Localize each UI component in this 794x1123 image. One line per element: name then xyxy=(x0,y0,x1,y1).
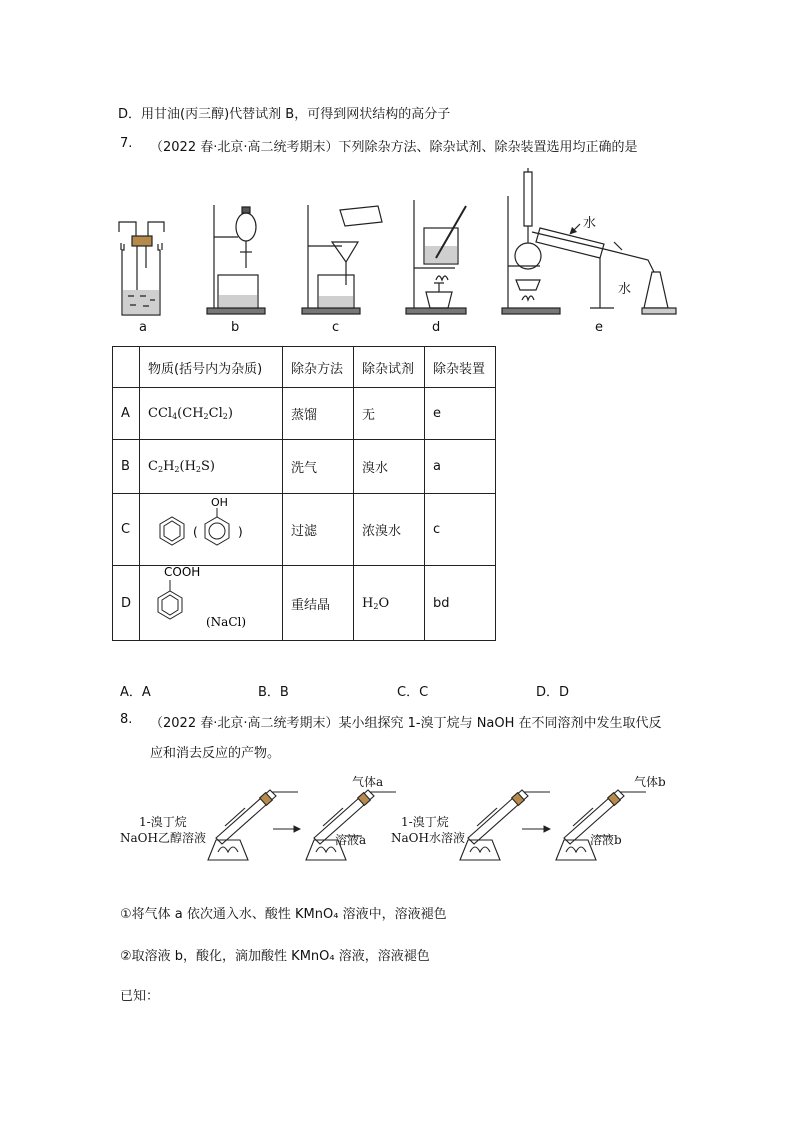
apparatus-label-e: e xyxy=(595,320,603,335)
table-header-device: 除杂装置 xyxy=(425,347,496,388)
q8-known: 已知： xyxy=(120,989,160,1004)
right-reactant-2: NaOH水溶液 xyxy=(391,831,465,845)
right-reactant-1: 1-溴丁烷 xyxy=(401,815,449,829)
q7-number: 7. xyxy=(120,136,133,151)
row-a-reagent: 无 xyxy=(354,388,425,440)
solution-b: 溶液b xyxy=(590,833,622,847)
row-label-a: A xyxy=(113,388,140,440)
row-c-method: 过滤 xyxy=(283,494,354,566)
row-d-device: bd xyxy=(425,566,496,641)
setup-3 xyxy=(460,790,550,860)
row-c-device: c xyxy=(425,494,496,566)
nacl-label: (NaCl) xyxy=(206,615,247,629)
apparatus-label-b: b xyxy=(231,320,240,335)
row-a-substance: $CCl_4(CH_2Cl_2)$ xyxy=(140,388,283,440)
setup-1 xyxy=(208,790,298,860)
q7-stem: （2022 春·北京·高二统考期末）下列除杂方法、除杂试剂、除杂装置选用均正确的是 xyxy=(150,140,638,155)
q8-stem-line2: 应和消去反应的产物。 xyxy=(150,746,281,761)
gas-a: 气体a xyxy=(352,775,384,789)
apparatus-label-d: d xyxy=(432,320,441,335)
prev-option-d: D．用甘油(丙三醇)代替试剂 B，可得到网状结构的高分子 xyxy=(118,107,451,122)
row-d-method: 重结晶 xyxy=(283,566,354,641)
q8-stem-line1: （2022 春·北京·高二统考期末）某小组探究 1-溴丁烷与 NaOH 在不同溶剂中发生取代反 xyxy=(150,716,662,731)
row-d-reagent: $H_2O$ xyxy=(354,566,425,641)
row-b-device: a xyxy=(425,440,496,494)
q8-number: 8. xyxy=(120,712,133,727)
left-reactant-1: 1-溴丁烷 xyxy=(139,815,187,829)
oh-label: OH xyxy=(211,495,228,509)
option-c[interactable]: C．C xyxy=(397,685,429,700)
row-b-method: 洗气 xyxy=(283,440,354,494)
row-a-method: 蒸馏 xyxy=(283,388,354,440)
row-b-substance: $C_2H_2(H_2S)$ xyxy=(140,440,283,494)
svg-text:(: ( xyxy=(193,524,198,539)
left-reactant-2: NaOH乙醇溶液 xyxy=(120,831,206,845)
table-header-substance: 物质(括号内为杂质) xyxy=(140,347,283,388)
table-header-reagent: 除杂试剂 xyxy=(354,347,425,388)
cooh-label: COOH xyxy=(164,565,201,579)
row-c-reagent: 浓溴水 xyxy=(354,494,425,566)
table-header-method: 除杂方法 xyxy=(283,347,354,388)
gas-b: 气体b xyxy=(634,775,666,789)
water-label-top: 水 xyxy=(583,216,597,231)
option-a[interactable]: A．A xyxy=(120,685,151,700)
solution-a: 溶液a xyxy=(335,833,367,847)
setup-4 xyxy=(556,790,646,860)
q8-step-1: ①将气体 a 依次通入水、酸性 KMnO₄ 溶液中，溶液褪色 xyxy=(120,907,447,922)
setup-2 xyxy=(306,790,396,860)
row-a-device: e xyxy=(425,388,496,440)
row-label-c: C xyxy=(113,494,140,566)
apparatus-label-c: c xyxy=(332,320,340,335)
apparatus-label-a: a xyxy=(139,320,147,335)
row-label-d: D xyxy=(113,566,140,641)
q8-step-2: ②取溶液 b，酸化，滴加酸性 KMnO₄ 溶液，溶液褪色 xyxy=(120,949,430,964)
svg-text:): ) xyxy=(238,524,243,539)
option-d[interactable]: D．D xyxy=(536,685,570,700)
water-label-bottom: 水 xyxy=(618,282,632,297)
row-b-reagent: 溴水 xyxy=(354,440,425,494)
row-label-b: B xyxy=(113,440,140,494)
option-b[interactable]: B．B xyxy=(258,685,289,700)
